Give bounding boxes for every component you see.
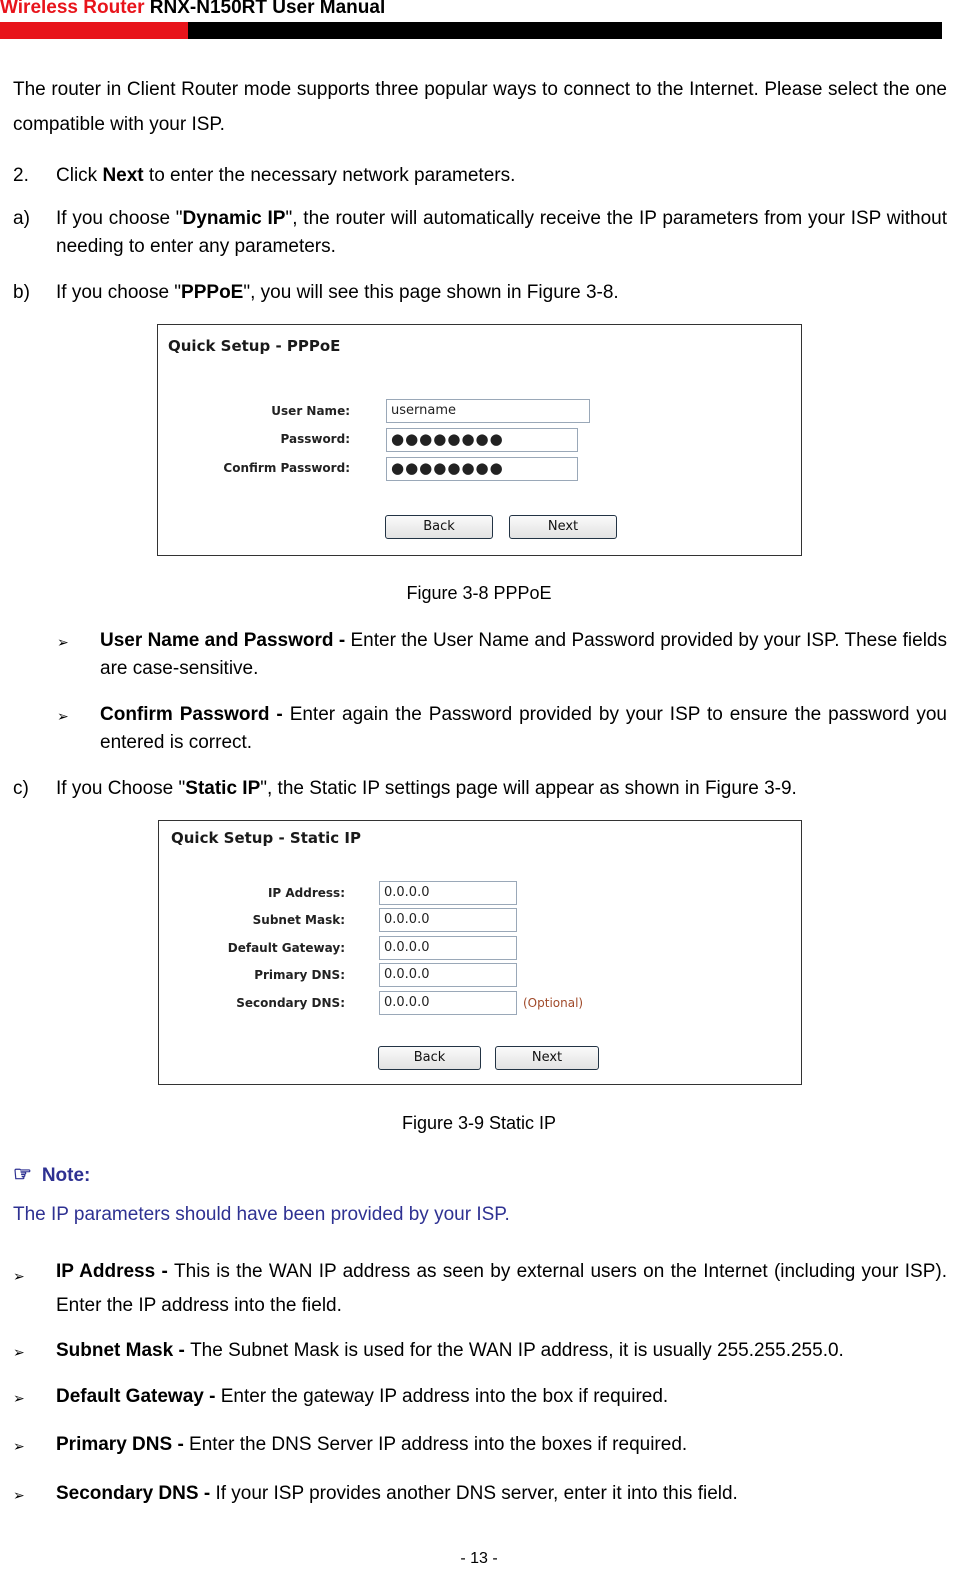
back-button[interactable]: Back <box>378 1046 481 1070</box>
item-a-bold: Dynamic IP <box>182 208 286 229</box>
item-c-bold: Static IP <box>185 778 261 799</box>
pointing-hand-icon: ☞ <box>13 1163 32 1186</box>
optional-label: (Optional) <box>523 996 584 1010</box>
bullet-text: The Subnet Mask is used for the WAN IP address, it is usually 255.255.255.0. <box>190 1340 844 1361</box>
header-bar-accent <box>0 22 188 39</box>
username-input[interactable]: username <box>386 399 590 423</box>
ip-address-input[interactable]: 0.0.0.0 <box>379 881 517 905</box>
password-input[interactable]: ●●●●●●●● <box>386 428 578 452</box>
bullet-text: Enter the gateway IP address into the box if required. <box>220 1386 669 1407</box>
header-bar <box>0 22 942 39</box>
header-manual-title: RNX-N150RT User Manual <box>149 0 386 18</box>
note-text: The IP parameters should have been provided by your ISP. <box>13 1204 510 1225</box>
item-c-post: ", the Static IP settings page will appear as shown in Figure 3-9. <box>260 778 797 799</box>
bullet-text: Enter the User Name and Password provided by your ISP. These fields are case-sensitive. <box>100 630 947 679</box>
username-label: User Name: <box>271 404 350 418</box>
page-number: - 13 - <box>460 1550 498 1567</box>
bullet-marker-icon: ➢ <box>57 634 69 650</box>
next-button[interactable]: Next <box>495 1046 599 1070</box>
static-ip-screenshot <box>158 820 802 1085</box>
bullet-marker-icon: ➢ <box>13 1268 25 1284</box>
secondary-dns-label: Secondary DNS: <box>236 996 345 1010</box>
confirm-password-input[interactable]: ●●●●●●●● <box>386 457 578 481</box>
header-brand: Wireless Router <box>0 0 145 18</box>
subnet-mask-label: Subnet Mask: <box>252 913 345 927</box>
subnet-mask-input[interactable]: 0.0.0.0 <box>379 908 517 932</box>
item-b-label: b) <box>13 282 30 303</box>
bullet-bold: Default Gateway - <box>56 1386 221 1407</box>
bullet-text: Enter again the Password provided by your ISP to ensure the password you entered is correct. <box>100 704 948 753</box>
bullet-marker-icon: ➢ <box>13 1438 25 1454</box>
pppoe-panel-title: Quick Setup - PPPoE <box>168 337 341 355</box>
item-a-label: a) <box>13 208 30 229</box>
default-gateway-input[interactable]: 0.0.0.0 <box>379 936 517 960</box>
bullet-bold: Subnet Mask - <box>56 1340 191 1361</box>
bullet-text: This is the WAN IP address as seen by external users on the Internet (including your ISP). Enter the IP address into the field. <box>56 1261 947 1316</box>
item-b-pre: If you choose " <box>56 282 182 303</box>
bullet-marker-icon: ➢ <box>57 708 69 724</box>
item-a-post: ", the router will automatically receive the IP parameters from your ISP without needing to enter any parameters. <box>56 208 947 257</box>
bullet-marker-icon: ➢ <box>13 1344 25 1360</box>
bullet-text: If your ISP provides another DNS server, enter it into this field. <box>215 1483 738 1504</box>
step-text-bold: Next <box>102 165 144 186</box>
bullet-bold: Primary DNS - <box>56 1434 190 1455</box>
step-number: 2. <box>13 165 29 186</box>
bullet-marker-icon: ➢ <box>13 1487 25 1503</box>
item-c-label: c) <box>13 778 29 799</box>
bullet-marker-icon: ➢ <box>13 1390 25 1406</box>
default-gateway-label: Default Gateway: <box>227 941 345 955</box>
static-panel-title: Quick Setup - Static IP <box>171 829 361 847</box>
note-label: Note: <box>41 1165 91 1186</box>
next-button[interactable]: Next <box>509 515 617 539</box>
bullet-bold: User Name and Password - <box>100 630 351 651</box>
primary-dns-label: Primary DNS: <box>254 968 345 982</box>
intro-paragraph: The router in Client Router mode supports three popular ways to connect to the Internet. Please select the one compatible with your ISP. <box>13 79 947 135</box>
step-text-post: to enter the necessary network parameters. <box>143 165 516 186</box>
figure-3-8-caption: Figure 3-8 PPPoE <box>406 583 552 603</box>
secondary-dns-input[interactable]: 0.0.0.0 <box>379 991 517 1015</box>
bullet-text: Enter the DNS Server IP address into the boxes if required. <box>189 1434 688 1455</box>
figure-3-9-caption: Figure 3-9 Static IP <box>401 1113 557 1133</box>
bullet-bold: IP Address - <box>56 1261 175 1282</box>
bullet-bold: Secondary DNS - <box>56 1483 216 1504</box>
note-heading <box>13 1162 90 1187</box>
confirm-password-label: Confirm Password: <box>223 461 350 475</box>
item-c-pre: If you Choose " <box>56 778 186 799</box>
item-b-post: ", you will see this page shown in Figure 3-8. <box>243 282 619 303</box>
item-b-bold: PPPoE <box>181 282 244 303</box>
pppoe-screenshot <box>157 324 802 556</box>
password-label: Password: <box>280 432 350 446</box>
back-button[interactable]: Back <box>385 515 493 539</box>
primary-dns-input[interactable]: 0.0.0.0 <box>379 963 517 987</box>
step-text-pre: Click <box>56 165 103 186</box>
page-header-title <box>0 0 385 19</box>
bullet-bold: Confirm Password - <box>100 704 290 725</box>
ip-address-label: IP Address: <box>267 886 345 900</box>
item-a-pre: If you choose " <box>56 208 183 229</box>
